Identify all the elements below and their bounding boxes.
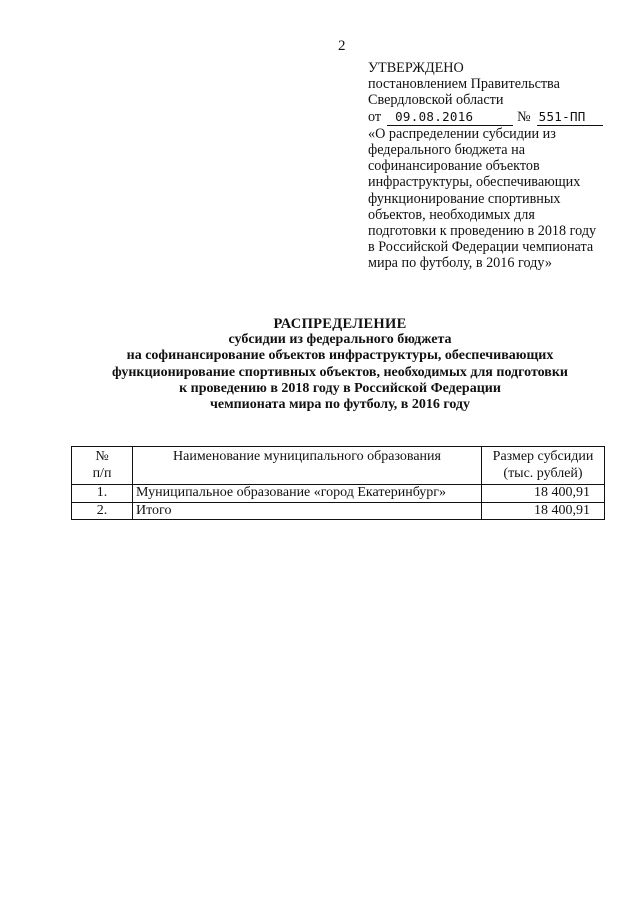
- table-row: [72, 485, 605, 503]
- row-sum: 18 400,91: [482, 485, 605, 503]
- resolution-title: [368, 126, 630, 272]
- date-number-line: [368, 109, 630, 126]
- document-subtitle-line: функционирование спортивных объектов, необходимых для подготовки: [111, 364, 568, 380]
- resolution-title-line: объектов, необходимых для: [368, 206, 535, 223]
- header-num: [72, 447, 133, 485]
- row-num: 2.: [72, 502, 133, 520]
- number-prefix: №: [517, 108, 531, 125]
- resolution-title-line: функционирование спортивных: [368, 190, 561, 207]
- header-sum-line-2: (тыс. рублей): [503, 465, 583, 481]
- header-name-text: Наименование муниципального образования: [173, 449, 441, 464]
- document-subtitle-line: на софинансирование объектов инфраструктуры, обеспечивающих: [126, 348, 554, 364]
- document-title: [80, 316, 600, 413]
- header-sum: [482, 447, 605, 485]
- subsidy-distribution-table: [71, 446, 605, 520]
- document-subtitle-line: субсидии из федерального бюджета: [228, 332, 452, 348]
- resolution-title-line: инфраструктуры, обеспечивающих: [368, 174, 581, 191]
- approval-heading: УТВЕРЖДЕНО: [368, 60, 464, 76]
- document-title-main: РАСПРЕДЕЛЕНИЕ: [273, 316, 407, 332]
- issued-by-line-2: Свердловской области: [368, 92, 504, 109]
- row-name: Муниципальное образование «город Екатеринбург»: [133, 485, 482, 503]
- header-num-line-2: п/п: [92, 465, 112, 481]
- resolution-title-line: подготовки к проведению в 2018 году: [368, 223, 597, 240]
- table-header-row: [72, 447, 605, 485]
- resolution-title-line: «О распределении субсидии из: [368, 125, 556, 142]
- header-num-line-1: №: [95, 449, 109, 464]
- resolution-number: 551-ПП: [537, 109, 603, 126]
- resolution-title-line: федерального бюджета на: [368, 142, 526, 159]
- resolution-title-line: в Российской Федерации чемпионата: [368, 239, 594, 256]
- date-prefix: от: [368, 108, 382, 125]
- document-subtitle-line: чемпионата мира по футболу, в 2016 году: [209, 397, 471, 413]
- row-sum: 18 400,91: [482, 502, 605, 520]
- approval-stamp: [368, 60, 630, 272]
- resolution-date: 09.08.2016: [387, 109, 513, 126]
- resolution-title-line: софинансирование объектов: [368, 158, 540, 175]
- header-name: [133, 447, 482, 485]
- table-row: [72, 502, 605, 520]
- page-number: 2: [338, 38, 346, 54]
- document-subtitle-line: к проведению в 2018 году в Российской Федерации: [179, 380, 501, 396]
- row-name: Итого: [133, 502, 482, 520]
- resolution-title-line: мира по футболу, в 2016 году»: [368, 255, 552, 272]
- row-num: 1.: [72, 485, 133, 503]
- header-sum-line-1: Размер субсидии: [492, 449, 594, 464]
- issued-by-line-1: постановлением Правительства: [368, 76, 560, 93]
